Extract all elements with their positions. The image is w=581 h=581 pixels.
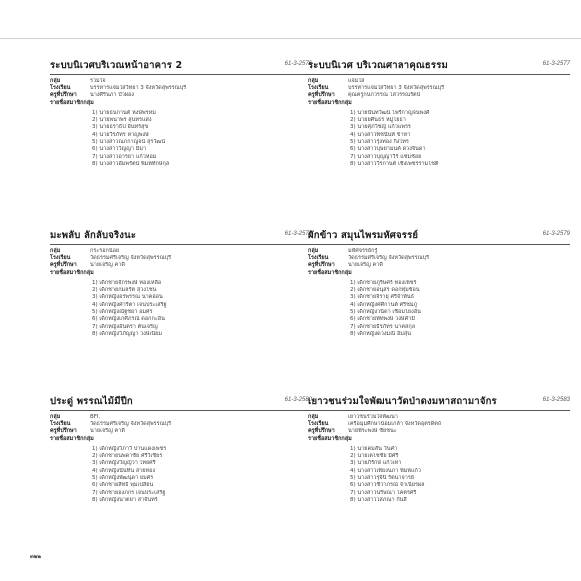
- advisor-label: ครูที่ปรึกษา: [50, 428, 77, 435]
- group-value: รวมใจ: [90, 78, 106, 84]
- project-code: 61-3-2578: [284, 231, 312, 237]
- member-item: 1) นายธนกานต์ หงษ์พรหม: [92, 109, 156, 116]
- project-code: 61-3-2577: [542, 61, 570, 67]
- project-card: [308, 394, 570, 504]
- member-item: 7) เด็กชายองภกร เจนประเสริฐ: [92, 489, 166, 496]
- member-item: 7) นางสาวนริษณา โคตรศรี: [350, 489, 417, 496]
- members-label: รายชื่อสมาชิกกลุ่ม: [50, 435, 94, 442]
- member-list: [50, 280, 312, 338]
- member-item: 4) นางสาวเพียงนภา พิมพ์แก้ว: [350, 467, 421, 474]
- group-value: เยาวชนร่วมใจพัฒนา: [348, 414, 398, 420]
- group-label: กลุ่ม: [308, 78, 319, 84]
- member-item: 6) เด็กหญิงเกศิภรณ์ ดอกกะอิน: [92, 316, 165, 323]
- advisor-value: นายพีระพงษ์ ชัยชนะ: [348, 428, 397, 435]
- header-divider: [308, 74, 570, 75]
- members-label: รายชื่อสมาชิกกลุ่ม: [50, 99, 94, 106]
- project-meta: [50, 414, 312, 443]
- member-item: 1) เด็กชายภูริษศร์ ทองเพ็ชร์: [350, 279, 417, 286]
- project-card: [308, 228, 570, 338]
- member-item: 8) นางสาวโสภณา กันสี: [350, 496, 407, 503]
- school-value: เครือมุมศึกษาน้อมเกล้า จังหวัดอุตรดิตถ์: [348, 421, 442, 428]
- card-header: [50, 394, 312, 408]
- member-item: 3) เด็กหญิงวิญญ์วา ไทยศรี: [92, 460, 156, 467]
- project-title: ประดู่ พรรณไม้มีปีก: [50, 396, 133, 407]
- advisor-label: ครูที่ปรึกษา: [308, 262, 335, 269]
- member-item: 7) นางสาวอารยา แก้วหอม: [92, 153, 157, 160]
- member-item: 3) เด็กชายจิรายุ ศรีจำพันธ์: [350, 294, 414, 301]
- member-item: 6) นางสาวบุษยามนต์ ดวงจินดา: [350, 146, 426, 153]
- advisor-label: ครูที่ปรึกษา: [308, 92, 335, 99]
- member-item: 5) เด็กหญิงพัฒนุดา ยมศร: [92, 475, 154, 481]
- member-list: [50, 446, 312, 504]
- school-label: โรงเรียน: [308, 255, 329, 262]
- members-label: รายชื่อสมาชิกกลุ่ม: [308, 99, 352, 106]
- member-item: 6) นางสาวชีวาภรณ์ จำเนียรผล: [350, 482, 425, 489]
- member-item: 6) นางสาววิญญา มีมา: [92, 146, 147, 153]
- card-header: [308, 228, 570, 242]
- group-value: BFI.: [90, 414, 101, 420]
- header-divider: [50, 410, 312, 411]
- member-item: 4) นางสาวพิชนันท์ ข้าหา: [350, 131, 411, 138]
- group-label: กลุ่ม: [50, 414, 61, 420]
- member-item: 8) เด็กหญิงนาตยา สาจันทร์: [92, 496, 158, 503]
- group-label: กลุ่ม: [50, 78, 61, 84]
- card-header: [308, 394, 570, 408]
- project-meta: [308, 414, 570, 443]
- member-item: 4) นายวีรภัทร หาญพงษ์: [92, 131, 149, 138]
- members-label: รายชื่อสมาชิกกลุ่ม: [308, 435, 352, 442]
- card-header: [50, 228, 312, 242]
- member-item: 5) นางสาวณภกาญจน์ สุรวัฒน์: [92, 139, 166, 145]
- group-value: มหัศจรรย์กรู๋: [348, 248, 378, 254]
- member-item: 2) เด็กชายกมลรัต สุวงโชน: [92, 287, 157, 294]
- project-card: [50, 58, 312, 168]
- advisor-label: ครูที่ปรึกษา: [50, 262, 77, 269]
- member-item: 8) เด็กหญิงดวงมณี อิ่มสุ่น: [350, 330, 412, 337]
- member-list: [50, 110, 312, 168]
- advisor-label: ครูที่ปรึกษา: [50, 92, 77, 99]
- school-label: โรงเรียน: [308, 85, 329, 92]
- school-label: โรงเรียน: [50, 85, 71, 92]
- member-item: 8) นางสาวอัมพรัตน์ พิมพ์ทักษ์กุล: [92, 160, 170, 167]
- member-item: 4) เด็กหญิงศศิกานต์ ศรีชมภู: [350, 301, 418, 308]
- member-item: 7) เด็กชายธีรภัทร นาคสกุล: [350, 323, 416, 330]
- header-divider: [308, 244, 570, 245]
- project-title: เยาวชนร่วมใจพัฒนาวัดป่าดงมหาสถามาจักร: [308, 396, 497, 407]
- member-item: 2) นายเตโชชัย มีศรี: [350, 453, 399, 460]
- advisor-value: นายเจริญ คาดี: [348, 262, 383, 269]
- project-meta: [308, 248, 570, 277]
- header-divider: [308, 410, 570, 411]
- member-item: 1) นายนันทวัฒน์ ไพรีกาญจนพงศ์: [350, 109, 430, 116]
- school-label: โรงเรียน: [308, 421, 329, 428]
- group-label: กลุ่ม: [308, 414, 319, 420]
- member-item: 6) เด็กชายสิทธิ์ พุ่มเปลี่ยน: [92, 482, 154, 489]
- member-item: 4) เด็กหญิงนันทิน สายทอง: [92, 467, 156, 474]
- advisor-value: คุณครูกนกวรรณ โสวรรณรัตน์: [348, 92, 421, 99]
- project-card: [50, 228, 312, 338]
- member-item: 7) เด็กหญิงอันตรา ต้นเจริญ: [92, 323, 158, 330]
- member-item: 3) นายภิรักษ์ แก้วเทา: [350, 460, 402, 467]
- project-title: ระบบนิเวศบริเวณหน้าอาคาร 2: [50, 60, 183, 71]
- project-title: ผักข้าว สมุนไพรมหัศจรรย์: [308, 230, 419, 241]
- member-item: 2) นายยศินธร หมู่โยธา: [350, 117, 406, 124]
- advisor-label: ครูที่ปรึกษา: [308, 428, 335, 435]
- school-value: บรรหารแจ่มใสวิทยา 3 จังหวัดสุพรรณบุรี: [348, 85, 445, 92]
- member-item: 3) นายธราธิป อินทร์สุข: [92, 124, 149, 131]
- member-item: 4) เด็กหญิงศาริตา เจนประเสริฐ: [92, 301, 167, 308]
- school-value: บรรหารแจ่มใสวิทยา 3 จังหวัดสุพรรณบุรี: [90, 85, 187, 92]
- members-label: รายชื่อสมาชิกกลุ่ม: [308, 269, 352, 276]
- card-header: [50, 58, 312, 72]
- project-title: ระบบนิเวศ บริเวณศาลาคุณธรรม: [308, 60, 448, 71]
- member-item: 8) นางสาววีรกานต์ เชิงเพชรรามโชติ: [350, 160, 439, 167]
- group-label: กลุ่ม: [50, 248, 61, 254]
- group-label: กลุ่ม: [308, 248, 319, 254]
- project-code: 61-3-2579: [542, 231, 570, 237]
- project-code: 61-3-2583: [542, 397, 570, 403]
- member-list: [308, 280, 570, 338]
- project-code: 61-3-2576: [284, 61, 312, 67]
- member-item: 1) เด็กชายจักรพงษ์ ทองเหลือ: [92, 279, 162, 286]
- school-value: วัดธรรมศรีเจริญ จังหวัดสุพรรณบุรี: [90, 255, 172, 262]
- header-divider: [50, 74, 312, 75]
- card-header: [308, 58, 570, 72]
- top-rule: [0, 38, 581, 39]
- member-list: [308, 110, 570, 168]
- member-item: 5) นางสาวรุ่งทอง กิ่งไทร: [350, 139, 409, 145]
- project-meta: [308, 78, 570, 107]
- member-item: 3) นายศุภวิชญ์ แก้วแพรร: [350, 124, 411, 131]
- school-value: วัดธรรมศรีเจริญ จังหวัดสุพรรณบุรี: [90, 421, 172, 428]
- member-item: 2) นายพนาพร สุนทรแสง: [92, 117, 152, 124]
- member-item: 1) นายคมสัน วันคำ: [350, 445, 398, 452]
- header-divider: [50, 244, 312, 245]
- member-item: 3) เด็กหญิงอรพรรณ นาคอ่อน: [92, 294, 163, 301]
- project-card: [308, 58, 570, 168]
- member-item: 8) เด็กหญิงวิภัญญา วงษ์เนียม: [92, 330, 162, 337]
- project-meta: [50, 78, 312, 107]
- school-label: โรงเรียน: [50, 421, 71, 428]
- member-item: 7) นางสาวบุญญาวีร์ แช่มช้อย: [350, 153, 422, 160]
- project-code: 61-3-2580: [284, 397, 312, 403]
- member-item: 5) นางสาวรุจินี รัตนาจารย์: [350, 475, 415, 481]
- group-value: แจ่มใส: [348, 78, 365, 84]
- members-label: รายชื่อสมาชิกกลุ่ม: [50, 269, 94, 276]
- project-meta: [50, 248, 312, 277]
- group-value: กระรอกน้อย: [90, 248, 120, 254]
- advisor-value: นางศิรินภา บัวผ่อง: [90, 92, 134, 99]
- member-item: 2) เด็กชายนพดาชัย ศรีวิเชียร: [92, 453, 163, 460]
- advisor-value: นายเจริญ คาดี: [90, 428, 125, 435]
- school-value: วัดธรรมศรีเจริญ จังหวัดสุพรรณบุรี: [348, 255, 430, 262]
- project-card: [50, 394, 312, 504]
- member-item: 5) เด็กหญิงณัฐชยา อมศร: [92, 309, 153, 315]
- member-item: 6) เด็กชายพัทพงษ์ วงษ์คำมี: [350, 316, 415, 323]
- advisor-value: นายเจริญ คาดี: [90, 262, 125, 269]
- project-title: มะพลับ ลักลับจริงนะ: [50, 230, 137, 241]
- member-item: 1) เด็กหญิงวิภาวี ปานแดงเพชร: [92, 445, 167, 452]
- member-list: [308, 446, 570, 504]
- member-item: 5) เด็กหญิงวนิดา เชื่อมโยงอัน: [350, 309, 421, 315]
- member-item: 2) เด็กชายอนุสร ดอกทุ่มช้อน: [350, 287, 420, 294]
- school-label: โรงเรียน: [50, 255, 71, 262]
- page-number: ๓๒๒: [30, 554, 42, 560]
